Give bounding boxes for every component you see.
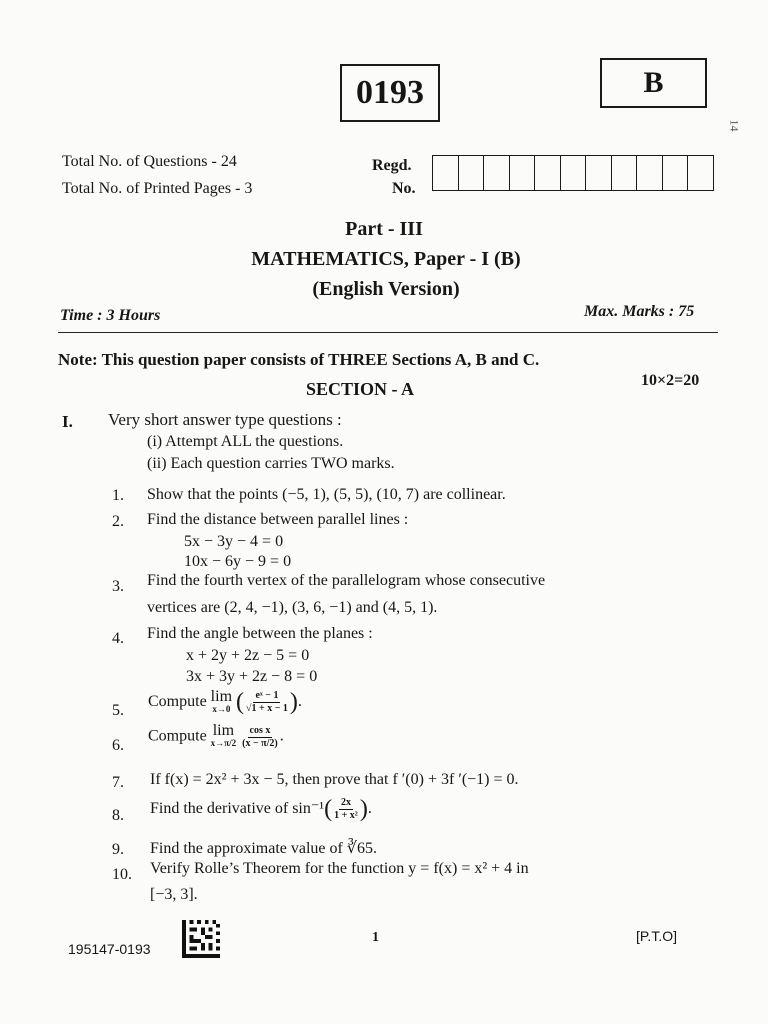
- question-text: [148, 724, 284, 750]
- question-text: [148, 689, 302, 716]
- fraction-denominator: √1 + x − 1: [246, 703, 288, 714]
- question-text: Find the fourth vertex of the parallelogram whose consecutive: [147, 572, 546, 589]
- barcode-icon: [182, 920, 220, 958]
- sub-instruction-text: (i) Attempt ALL the questions.: [147, 433, 344, 450]
- question-text: Find the distance between parallel lines :: [147, 511, 409, 528]
- no-label: No.: [392, 180, 416, 197]
- question-end: .: [279, 727, 284, 745]
- page-number: 1: [372, 930, 379, 945]
- question-end: .: [297, 693, 302, 711]
- total-pages: Total No. of Printed Pages - 3: [62, 180, 253, 197]
- question-text-continued: vertices are (2, 4, −1), (3, 6, −1) and (4, 5, 1).: [147, 599, 438, 616]
- regd-cell: [663, 156, 689, 190]
- question-text: [150, 796, 372, 823]
- question-number: 5.: [112, 702, 124, 719]
- part-heading: Part - III: [345, 218, 423, 240]
- question-text: Verify Rolle’s Theorem for the function y = f(x) = x² + 4 in: [150, 860, 529, 877]
- close-paren: ): [359, 796, 368, 822]
- question-label: Find the derivative of sin⁻¹: [150, 800, 325, 818]
- section-roman-numeral: I.: [62, 412, 73, 431]
- regd-cell: [535, 156, 561, 190]
- registration-number-boxes: [432, 155, 714, 191]
- question-number: 6.: [112, 737, 124, 754]
- limit-word: lim: [210, 687, 233, 705]
- max-marks: Max. Marks : 75: [584, 303, 695, 320]
- note: Note: This question paper consists of THREE Sections A, B and C.: [58, 350, 540, 369]
- paper-code: 0193: [356, 74, 424, 111]
- fraction-denominator: 1 + x²: [334, 810, 358, 821]
- fraction-denominator: (x − π/2): [242, 737, 278, 749]
- open-paren: (: [236, 689, 245, 715]
- paper-code-box: [340, 64, 440, 122]
- question-end: .: [367, 800, 372, 818]
- sub-instruction-text: (ii) Each question carries TWO marks.: [147, 455, 395, 472]
- question-number: 3.: [112, 578, 124, 595]
- series-letter: B: [643, 66, 664, 99]
- fraction-numerator: 2x: [340, 797, 351, 808]
- question-text: Find the angle between the planes :: [147, 625, 373, 642]
- close-paren: ): [289, 689, 298, 715]
- time-allowed: Time : 3 Hours: [60, 307, 161, 324]
- question-number: 1.: [112, 487, 124, 504]
- margin-note: 14: [727, 119, 742, 132]
- equation-line: 10x − 6y − 9 = 0: [184, 553, 292, 570]
- question-text: Show that the points (−5, 1), (5, 5), (10, 7) are collinear.: [147, 486, 506, 503]
- section-marks: 10×2=20: [641, 372, 700, 389]
- question-label: Compute: [148, 693, 207, 711]
- question-text: Find the approximate value of ∛65.: [150, 840, 378, 857]
- question-number: 2.: [112, 513, 124, 530]
- total-questions: Total No. of Questions - 24: [62, 153, 237, 170]
- open-paren: (: [324, 796, 333, 822]
- equation-line: 5x − 3y − 4 = 0: [184, 533, 284, 550]
- fraction: [332, 797, 360, 822]
- regd-cell: [688, 156, 713, 190]
- limit-subscript: x→π/2: [210, 738, 237, 748]
- fraction-numerator: cos x: [249, 724, 271, 736]
- please-turn-over: [P.T.O]: [636, 928, 677, 944]
- regd-label: Regd.: [372, 157, 412, 174]
- subject-heading: MATHEMATICS, Paper - I (B): [251, 248, 521, 270]
- regd-cell: [637, 156, 663, 190]
- section-title: SECTION - A: [306, 379, 415, 399]
- footer-paper-code: 195147-0193: [68, 941, 151, 957]
- fraction: [244, 690, 290, 715]
- question-number: 10.: [112, 866, 132, 883]
- regd-cell: [459, 156, 485, 190]
- regd-cell: [612, 156, 638, 190]
- sub-instruction: [147, 433, 343, 451]
- question-text-continued: [−3, 3].: [150, 886, 198, 903]
- question-label: Compute: [148, 727, 207, 745]
- equation-line: x + 2y + 2z − 5 = 0: [186, 647, 310, 664]
- series-box: [600, 58, 707, 108]
- regd-cell: [433, 156, 459, 190]
- limit-operator: [211, 724, 236, 750]
- header-divider: [58, 332, 718, 333]
- equation-line: 3x + 3y + 2z − 8 = 0: [186, 668, 318, 685]
- limit-operator: [210, 687, 233, 716]
- limit-subscript: x→0: [212, 703, 231, 714]
- regd-cell: [510, 156, 536, 190]
- regd-cell: [484, 156, 510, 190]
- sub-instruction: [147, 455, 395, 473]
- regd-cell: [586, 156, 612, 190]
- question-number: 8.: [112, 807, 124, 824]
- question-text: If f(x) = 2x² + 3x − 5, then prove that f ′(0) + 3f ′(−1) = 0.: [150, 771, 519, 788]
- question-number: 4.: [112, 630, 124, 647]
- question-number: 7.: [112, 774, 124, 791]
- question-number: 9.: [112, 841, 124, 858]
- fraction-numerator: eˣ − 1: [255, 690, 279, 701]
- regd-cell: [561, 156, 587, 190]
- version-heading: (English Version): [312, 278, 460, 300]
- limit-word: lim: [212, 722, 235, 739]
- section-instruction: Very short answer type questions :: [108, 410, 342, 429]
- fraction: [240, 725, 280, 750]
